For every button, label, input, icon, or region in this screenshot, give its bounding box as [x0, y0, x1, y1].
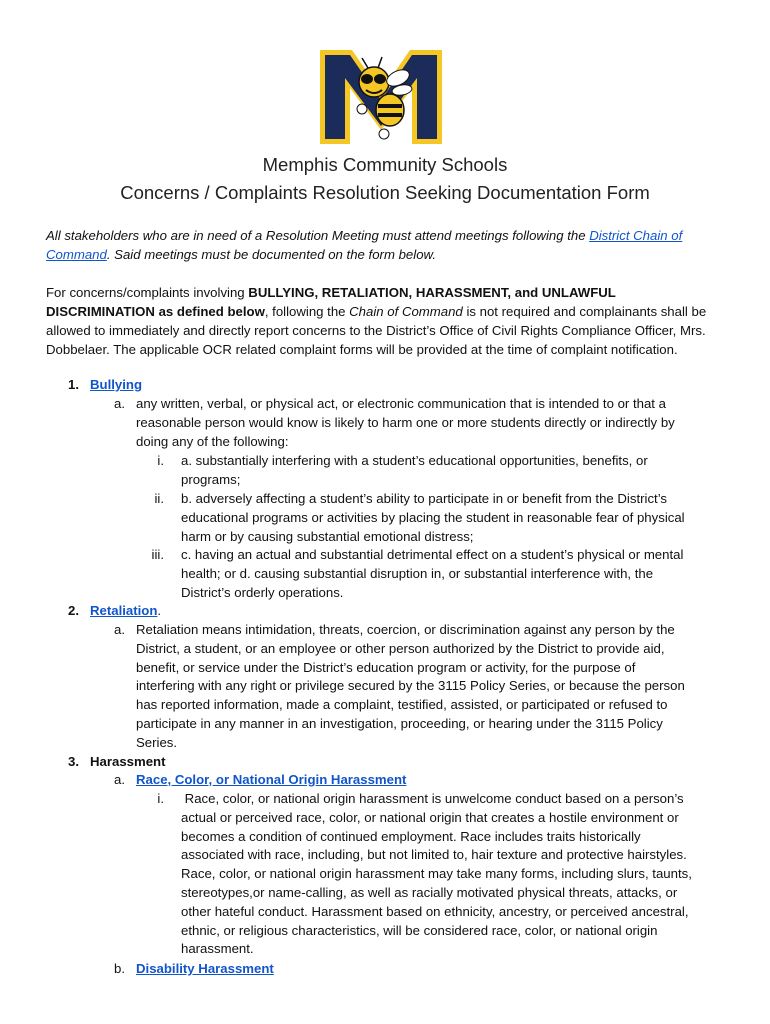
- list-marker-1a-i: i.: [157, 453, 164, 468]
- list-number-1: 1.: [68, 377, 79, 392]
- list-marker-1a-iii: iii.: [151, 547, 164, 562]
- policy-paragraph: For concerns/complaints involving BULLYING, RETALIATION, HARASSMENT, and UNLAWFUL DISCRIMINATION as defined below, following the Chain of Command is not required and complainants shall be allowed to immediately and directly report concerns to the District’s Office of Civil Rights Compliance Officer, Mrs. Dobbelaer. The applicable OCR related complaint forms will be provided at the time of complaint notification.: [46, 285, 707, 357]
- harassment-heading: Harassment: [90, 754, 166, 769]
- list-marker-2a: a.: [114, 622, 125, 637]
- bullying-link[interactable]: Bullying: [90, 377, 143, 392]
- bullying-item-iii: c. having an actual and substantial detrimental effect on a student’s physical or mental health; or d. causing substantial disruption in, or substantial interference with, the District’s orderly operations.: [181, 547, 684, 600]
- bullying-definition: any written, verbal, or physical act, or electronic communication that is intended to or that a reasonable person would know is likely to harm one or more students directly or indirectly by doing any of the following:: [136, 396, 675, 449]
- chain-of-command-link[interactable]: District Chain of Command: [46, 228, 683, 262]
- list-marker-1a-ii: ii.: [154, 491, 164, 506]
- page-title-form: Concerns / Complaints Resolution Seeking Documentation Form: [120, 182, 650, 203]
- list-marker-3a: a.: [114, 772, 125, 787]
- page-title-school: Memphis Community Schools: [262, 154, 508, 175]
- intro-paragraph: All stakeholders who are in need of a Resolution Meeting must attend meetings following the District Chain of Command. Said meetings must be documented on the form below.: [46, 228, 683, 262]
- disability-harassment-link[interactable]: Disability Harassment: [136, 961, 274, 976]
- list-marker-3b: b.: [114, 961, 125, 976]
- race-harassment-definition: Race, color, or national origin harassment is unwelcome conduct based on a person’s actual or perceived race, color, or national origin that creates a hostile environment or becomes a condition of continued employment. Race includes traits historically associated with race, including, but not limited to, hair texture and protective hairstyles. Race, color, or national origin harassment may take many forms, including slurs, taunts, stereotypes,or name-calling, as well as racially motivated physical threats, attacks, or other hateful conduct. Harassment based on ethnicity, ancestry, or perceived ancestral, ethnic, or religious characteristics, will be considered race, color, or national origin harassment.: [181, 791, 692, 957]
- retaliation-heading: Retaliation.: [90, 603, 162, 618]
- retaliation-link[interactable]: Retaliation: [90, 603, 158, 618]
- list-marker-3a-i: i.: [157, 791, 164, 806]
- bullying-item-i: a. substantially interfering with a student’s educational opportunities, benefits, or programs;: [181, 453, 648, 487]
- list-number-2: 2.: [68, 603, 79, 618]
- policy-bold-topics: BULLYING, RETALIATION, HARASSMENT, and UNLAWFUL DISCRIMINATION as defined below: [46, 285, 616, 319]
- bullying-item-ii: b. adversely affecting a student’s ability to participate in or benefit from the District’s educational programs or activities by placing the student in reasonable fear of physical harm or by causing substantial emotional distress;: [181, 491, 685, 544]
- list-marker-1a: a.: [114, 396, 125, 411]
- school-logo: [318, 48, 444, 146]
- race-harassment-link[interactable]: Race, Color, or National Origin Harassment: [136, 772, 407, 787]
- retaliation-definition: Retaliation means intimidation, threats, coercion, or discrimination against any person by the District, a student, or an employee or other person authorized by the District to provide aid, benefit, or service under the District’s education program or activity, for the purpose of interfering with any right or privilege secured by the 3115 Policy Series, or because the person has reported information, made a complaint, testified, assisted, or participated or refused to participate in any manner in an investigation, proceeding, or hearing under the 3115 Policy Series.: [136, 622, 685, 750]
- list-number-3: 3.: [68, 754, 79, 769]
